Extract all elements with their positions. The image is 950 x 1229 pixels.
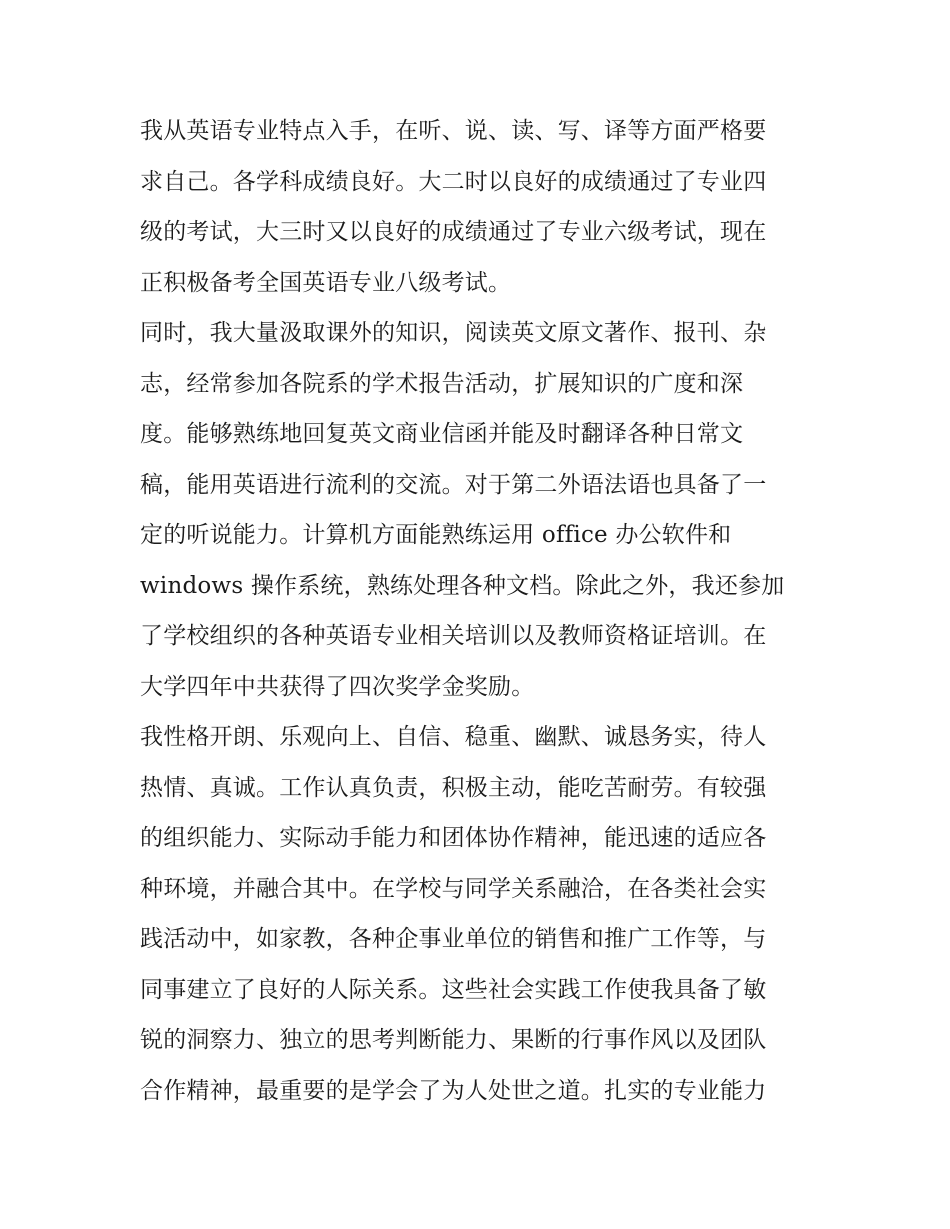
paragraph-1 xyxy=(140,106,812,308)
text-line: 种环境，并融合其中。在学校与同学关系融洽，在各类社会实 xyxy=(140,875,767,902)
text-line: 合作精神，最重要的是学会了为人处世之道。扎实的专业能力 xyxy=(140,1077,767,1104)
text-line: 我性格开朗、乐观向上、自信、稳重、幽默、诚恳务实，待人 xyxy=(140,724,767,750)
text-line: 求自己。各学科成绩良好。大二时以良好的成绩通过了专业四 xyxy=(140,168,767,195)
text-line: 锐的洞察力、独立的思考判断能力、果断的行事作风以及团队 xyxy=(140,1027,767,1053)
text-line: 了学校组织的各种英语专业相关培训以及教师资格证培训。在 xyxy=(140,623,767,649)
paragraph-3 xyxy=(140,712,812,1116)
document-body xyxy=(140,106,812,1116)
text-line: 热情、真诚。工作认真负责，积极主动，能吃苦耐劳。有较强 xyxy=(140,774,767,801)
text-line: 级的考试，大三时又以良好的成绩通过了专业六级考试，现在 xyxy=(140,219,767,245)
text-line: windows 操作系统，熟练处理各种文档。除此之外，我还参加 xyxy=(140,572,785,599)
paragraph-2 xyxy=(140,308,812,712)
text-line: 志，经常参加各院系的学术报告活动，扩展知识的广度和深 xyxy=(140,370,744,397)
text-line: 的组织能力、实际动手能力和团体协作精神，能迅速的适应各 xyxy=(140,825,767,851)
text-line: 定的听说能力。计算机方面能熟练运用 office 办公软件和 xyxy=(140,522,732,548)
text-line: 我从英语专业特点入手，在听、说、读、写、译等方面严格要 xyxy=(140,118,767,144)
text-line: 正积极备考全国英语专业八级考试。 xyxy=(140,269,512,296)
text-line: 践活动中，如家教，各种企事业单位的销售和推广工作等，与 xyxy=(140,926,767,952)
text-line: 度。能够熟练地回复英文商业信函并能及时翻译各种日常文 xyxy=(140,421,744,447)
text-line: 同时，我大量汲取课外的知识，阅读英文原文著作、报刊、杂 xyxy=(140,320,767,346)
text-line: 大学四年中共获得了四次奖学金奖励。 xyxy=(140,673,535,700)
text-line: 稿，能用英语进行流利的交流。对于第二外语法语也具备了一 xyxy=(140,471,767,498)
text-line: 同事建立了良好的人际关系。这些社会实践工作使我具备了敏 xyxy=(140,976,767,1003)
